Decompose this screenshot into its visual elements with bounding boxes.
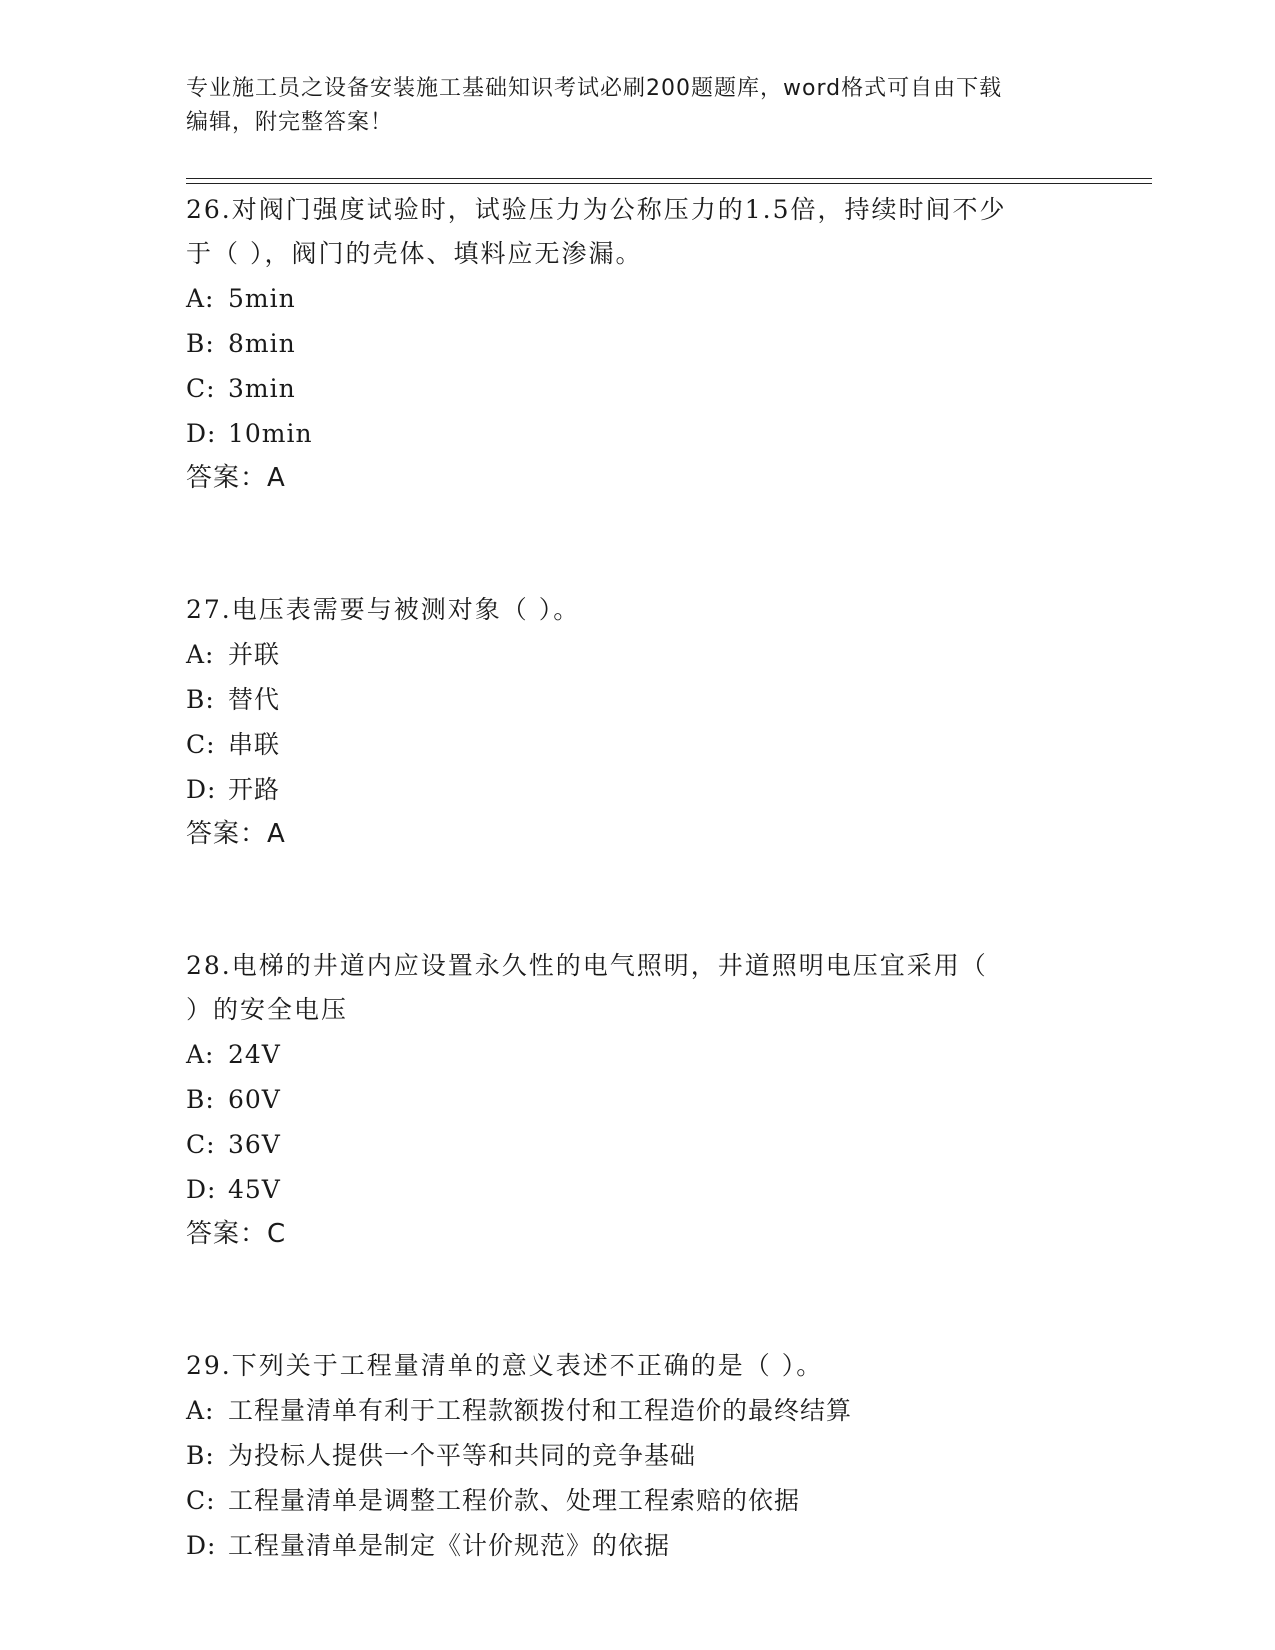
- option-a: [186, 632, 1086, 677]
- question-text: 26.对阀门强度试验时，试验压力为公称压力的1.5倍，持续时间不少: [186, 195, 1007, 224]
- option-letter: B:: [186, 329, 215, 358]
- option-text: 24V: [228, 1040, 281, 1069]
- option-text: 36V: [228, 1130, 281, 1159]
- question-27: [186, 588, 1086, 856]
- option-a: [186, 1032, 1086, 1077]
- option-text: 5min: [228, 284, 296, 313]
- answer-label: 答案：C: [186, 1219, 287, 1249]
- option-b: [186, 1433, 1086, 1478]
- option-text: 工程量清单有利于工程款额拨付和工程造价的最终结算: [228, 1396, 853, 1425]
- option-letter: A:: [186, 1040, 215, 1069]
- option-text: 工程量清单是调整工程价款、处理工程索赔的依据: [228, 1486, 801, 1515]
- question-text-continued: ）的安全电压: [186, 995, 349, 1024]
- option-text: 工程量清单是制定《计价规范》的依据: [228, 1531, 671, 1560]
- question-spacer: [186, 856, 1086, 944]
- option-a: [186, 1388, 1086, 1433]
- option-text: 45V: [228, 1175, 281, 1204]
- question-spacer: [186, 1256, 1086, 1344]
- option-d: [186, 1167, 1086, 1212]
- option-text: 8min: [228, 329, 296, 358]
- option-letter: C:: [186, 1486, 216, 1515]
- option-c: [186, 722, 1086, 767]
- option-letter: A:: [186, 640, 215, 669]
- option-text: 60V: [228, 1085, 281, 1114]
- question-text: 28.电梯的井道内应设置永久性的电气照明，井道照明电压宜采用（: [186, 951, 988, 980]
- option-letter: C:: [186, 374, 216, 403]
- question-text: 27.电压表需要与被测对象（ ）。: [186, 595, 581, 624]
- option-letter: A:: [186, 284, 215, 313]
- option-text: 为投标人提供一个平等和共同的竞争基础: [228, 1441, 697, 1470]
- option-letter: A:: [186, 1396, 215, 1425]
- option-text: 3min: [228, 374, 296, 403]
- question-list: [186, 188, 1086, 1568]
- option-letter: D:: [186, 419, 217, 448]
- option-b: [186, 321, 1086, 366]
- option-letter: B:: [186, 1441, 215, 1470]
- option-c: [186, 366, 1086, 411]
- option-text: 串联: [228, 730, 281, 759]
- question-spacer: [186, 500, 1086, 588]
- option-d: [186, 767, 1086, 812]
- document-header: [186, 72, 1066, 140]
- option-text: 替代: [228, 685, 281, 714]
- option-b: [186, 1077, 1086, 1122]
- answer-label: 答案：A: [186, 463, 286, 493]
- option-letter: B:: [186, 1085, 215, 1114]
- answer-label: 答案：A: [186, 819, 286, 849]
- question-26: [186, 188, 1086, 500]
- header-divider-top: [186, 178, 1152, 179]
- option-b: [186, 677, 1086, 722]
- option-a: [186, 276, 1086, 321]
- question-28: [186, 944, 1086, 1256]
- option-text: 10min: [228, 419, 313, 448]
- question-29: [186, 1344, 1086, 1568]
- option-letter: C:: [186, 730, 216, 759]
- header-divider-bottom: [186, 183, 1152, 184]
- option-letter: D:: [186, 1531, 217, 1560]
- option-d: [186, 1523, 1086, 1568]
- question-text: 29.下列关于工程量清单的意义表述不正确的是（ ）。: [186, 1351, 824, 1380]
- header-line-1: 专业施工员之设备安装施工基础知识考试必刷200题题库，word格式可自由下载: [186, 76, 1003, 101]
- option-letter: C:: [186, 1130, 216, 1159]
- option-c: [186, 1122, 1086, 1167]
- option-d: [186, 411, 1086, 456]
- question-text-continued: 于（ ），阀门的壳体、填料应无渗漏。: [186, 239, 643, 268]
- option-letter: D:: [186, 1175, 217, 1204]
- option-letter: B:: [186, 685, 215, 714]
- option-c: [186, 1478, 1086, 1523]
- option-text: 开路: [228, 775, 281, 804]
- header-line-2: 编辑，附完整答案！: [186, 110, 394, 135]
- option-text: 并联: [228, 640, 281, 669]
- option-letter: D:: [186, 775, 217, 804]
